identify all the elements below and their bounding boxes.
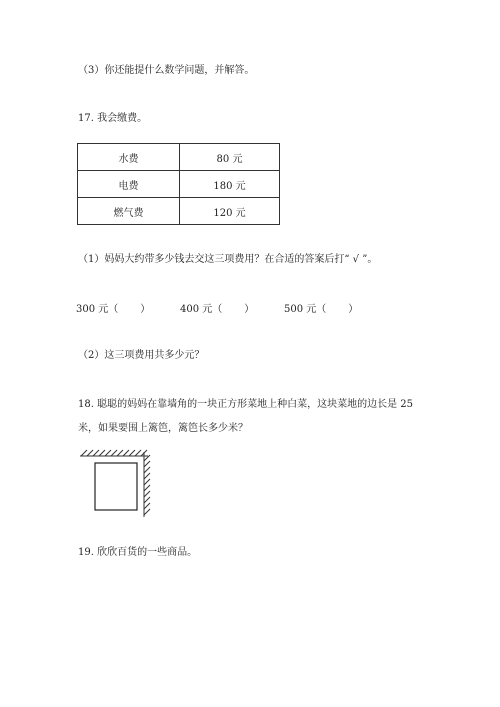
option-open-paren: （ [212, 304, 223, 315]
option-open-paren: （ [108, 304, 119, 315]
table-row [78, 144, 280, 171]
question-18-line-1: 18. 聪聪的妈妈在靠墙角的一块正方形菜地上种白菜，这块菜地的边长是 25 [78, 399, 413, 410]
table-cell-item: 水费 [78, 144, 180, 171]
option-value: 300 元 [76, 304, 109, 315]
fee-table [77, 143, 280, 225]
square-garden-figure [78, 449, 153, 521]
option-close-paren: ） [140, 304, 151, 315]
question-17-title: 17. 我会缴费。 [78, 113, 148, 124]
answer-option-400[interactable] [180, 300, 254, 315]
option-open-paren: （ [316, 304, 327, 315]
square-garden [95, 463, 137, 510]
option-value: 500 元 [284, 304, 317, 315]
wall-hatching-right [144, 452, 150, 517]
table-cell-item: 电费 [78, 171, 180, 198]
question-17-part-2: （2）这三项费用共多少元？ [78, 350, 205, 361]
question-18-line-2: 米，如果要围上篱笆，篱笆长多少米？ [78, 423, 248, 434]
option-close-paren: ） [244, 304, 255, 315]
question-19-title: 19. 欣欣百货的一些商品。 [78, 547, 198, 558]
question-16-part-3: （3）你还能提什么数学问题，并解答。 [78, 65, 255, 76]
question-17-part-1: （1）妈妈大约带多少钱去交这三项费用？在合适的答案后打“ √ ”。 [78, 254, 378, 265]
option-close-paren: ） [348, 304, 359, 315]
table-row [78, 171, 280, 198]
wall-hatching-top [80, 450, 148, 456]
option-value: 400 元 [180, 304, 213, 315]
table-row [78, 198, 280, 225]
table-cell-item: 燃气费 [78, 198, 180, 225]
table-cell-cost: 180 元 [180, 171, 280, 198]
table-cell-cost: 80 元 [180, 144, 280, 171]
table-cell-cost: 120 元 [180, 198, 280, 225]
answer-option-300[interactable] [76, 300, 150, 315]
answer-option-500[interactable] [284, 300, 358, 315]
